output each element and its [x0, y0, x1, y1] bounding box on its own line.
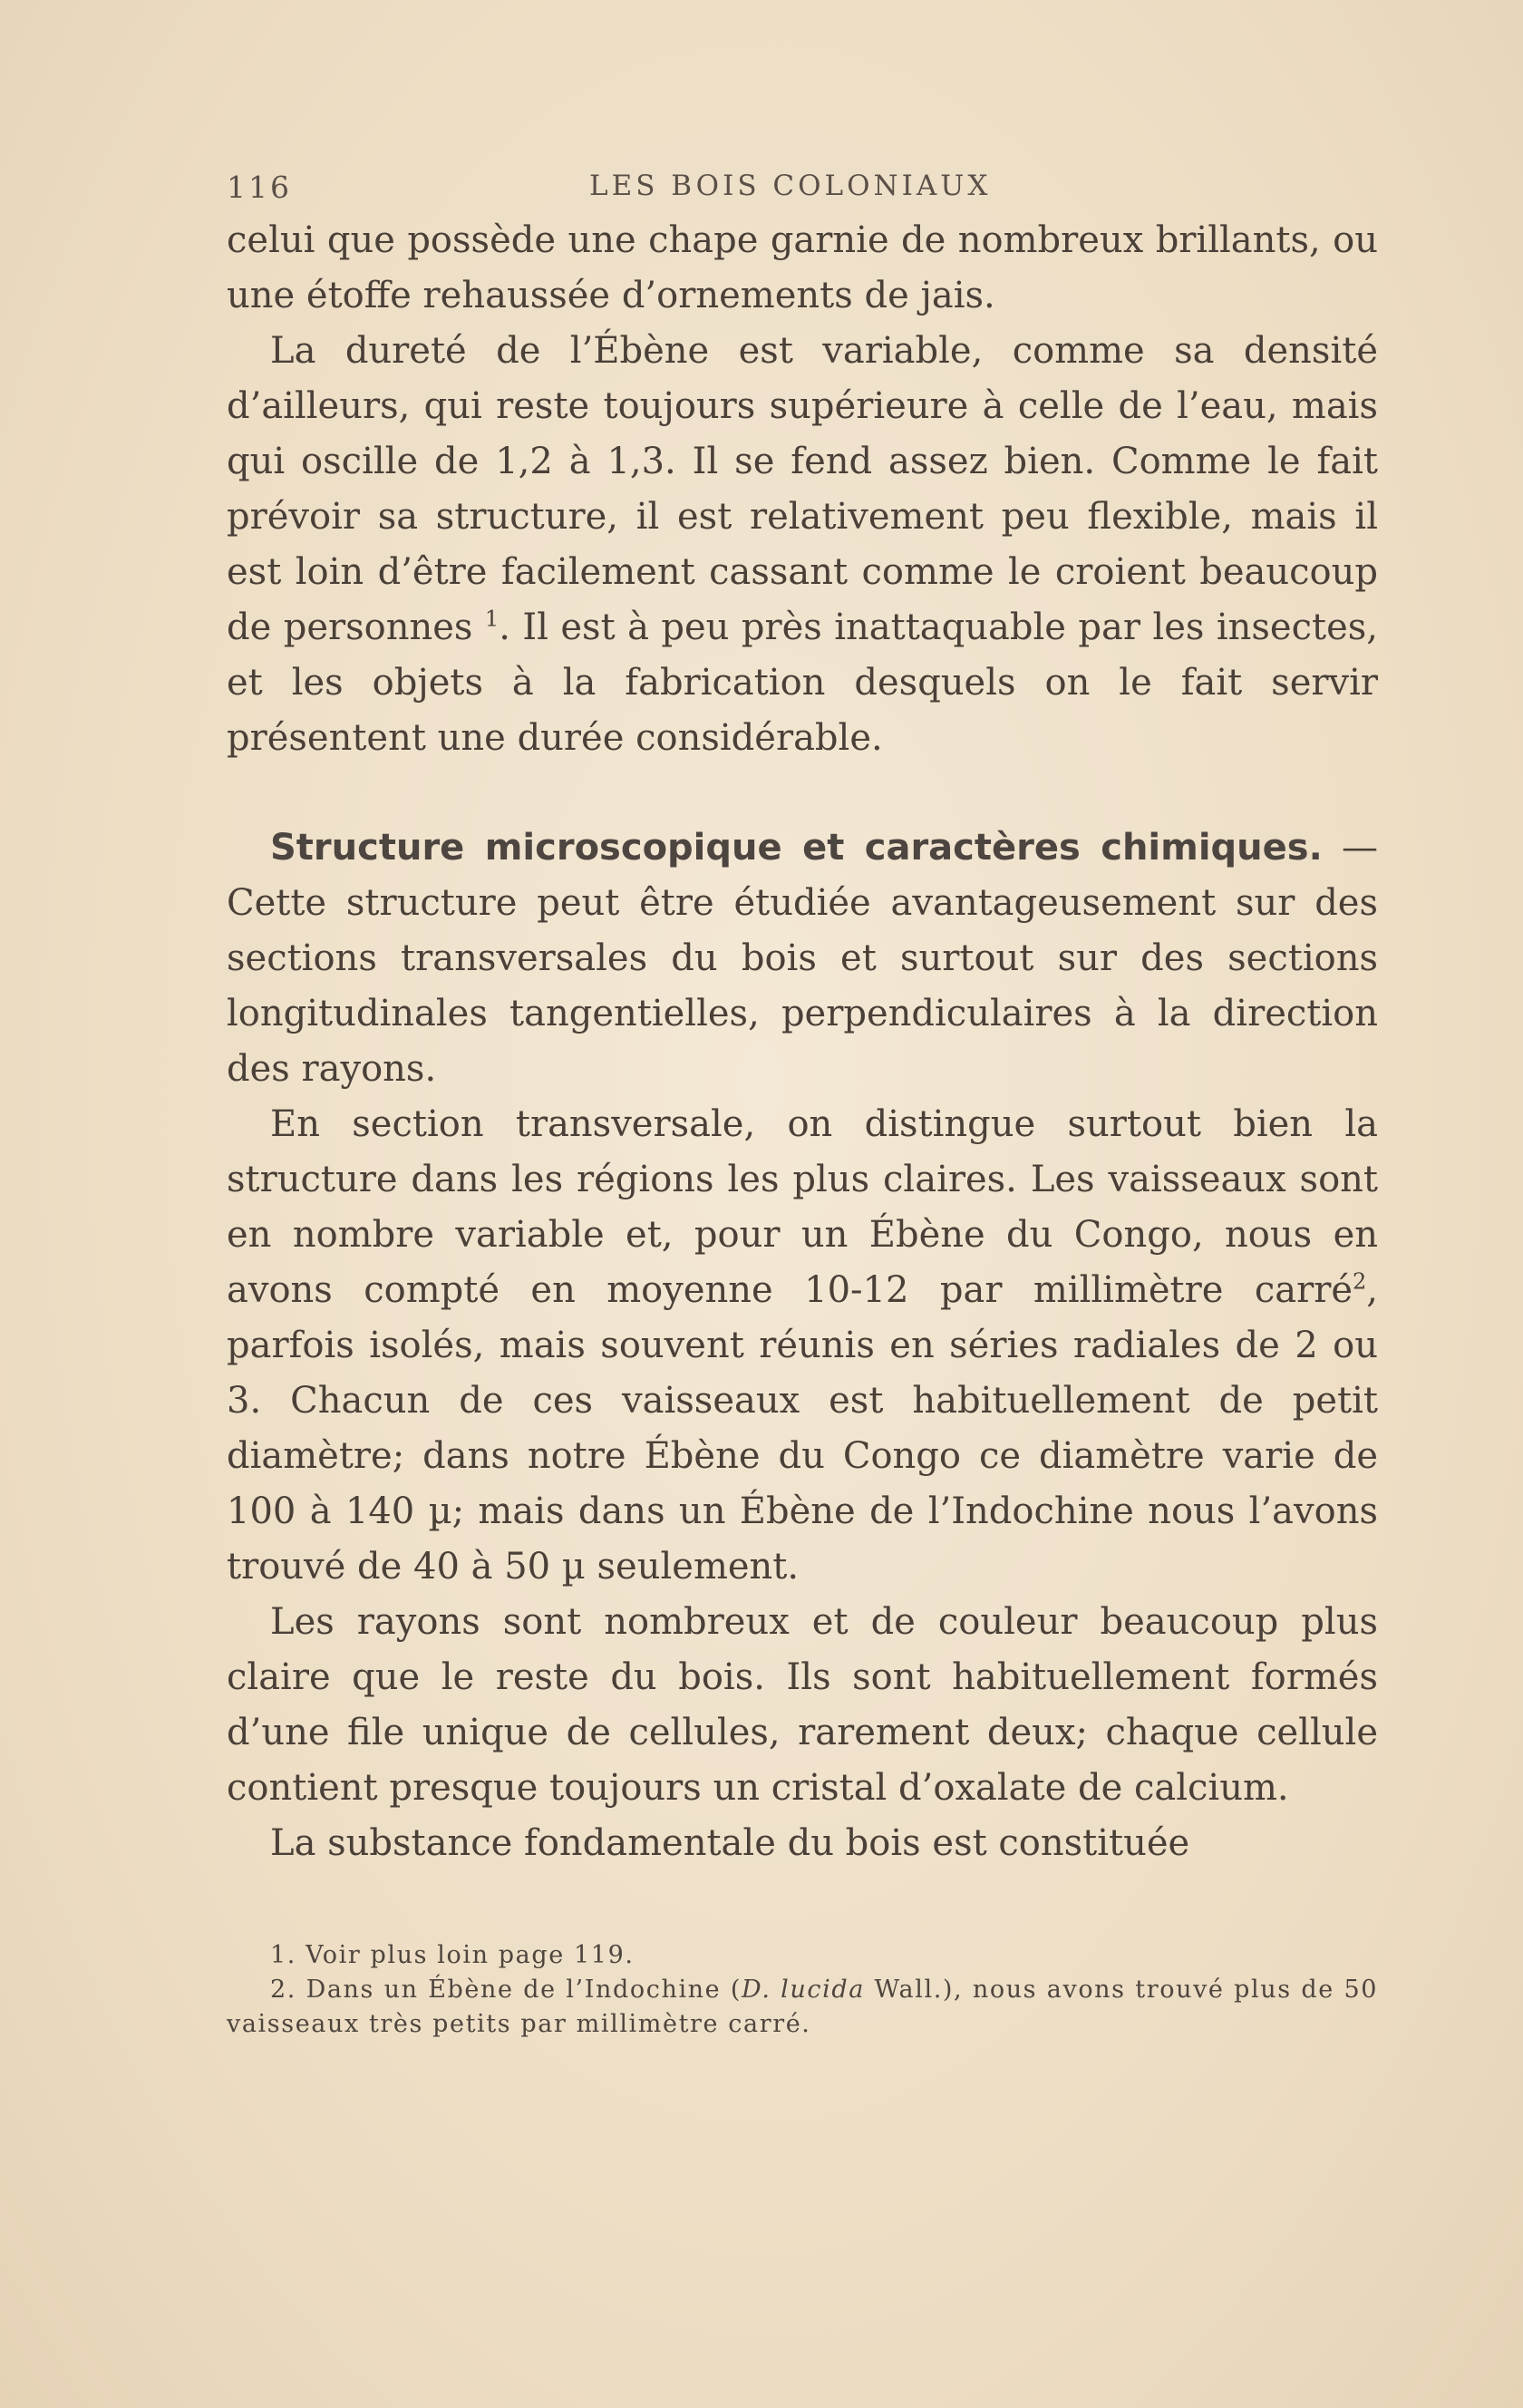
page-number: 116 [227, 170, 292, 205]
paragraph-3 [227, 820, 1378, 1097]
footnotes [227, 1938, 1378, 2042]
paragraph-3-text: — Cette structure peut être étudiée avantageusement sur des sections transversales du bois et surtout sur des sections longitudinales tangentielles, perpendiculaires à la direction des rayons. [227, 827, 1379, 1090]
footnote-2-part-b: Wall.), nous avons trouvé plus de 50 vaisseaux très petits par millimètre carré. [227, 1976, 1378, 2038]
footnote-2 [227, 1973, 1378, 2042]
paragraph-5: Les rayons sont nombreux et de couleur beaucoup plus claire que le reste du bois. Ils sont habituellement formés d’une file unique de cellules, rarement deux; chaque cellule contient presque toujours un cristal d’oxalate de calcium. [227, 1601, 1378, 1809]
footnote-ref-2[interactable]: 2 [1353, 1268, 1367, 1295]
section-heading: Structure microscopique et caractères chimiques. [270, 827, 1323, 869]
running-head [227, 159, 1378, 213]
paragraph-2-part-a: La dureté de l’Ébène est variable, comme sa densité d’ailleurs, qui reste toujours supérieure à celle de l’eau, mais qui oscille de 1,2 à 1,3. Il se fend assez bien. Comme le fait prévoir sa structure, il est relativement peu flexible, mais il est loin d’être facilement cassant comme le croient beaucoup de personnes [227, 330, 1378, 648]
footnote-ref-1[interactable]: 1 [484, 606, 500, 632]
book-page [227, 159, 1378, 2042]
running-title: LES BOIS COLONIAUX [589, 170, 992, 202]
paragraph-4 [227, 1097, 1378, 1595]
paragraph-4-part-a: En section transversale, on distingue surtout bien la structure dans les régions les plus claires. Les vaisseaux sont en nombre variable et, pour un Ébène du Congo, nous en avons compté en moyenne 10-12 par millimètre carré [227, 1103, 1378, 1311]
footnote-2-part-a: 2. Dans un Ébène de l’Indochine ( [270, 1976, 742, 2004]
body-text [227, 213, 1378, 1871]
paragraph-6: La substance fondamentale du bois est constituée [270, 1822, 1190, 1864]
paragraph-2-part-b: . Il est à peu près inattaquable par les insectes, et les objets à la fabrication desquels on le fait servir présentent une durée considérable. [227, 607, 1378, 759]
section-gap [227, 766, 1378, 820]
footnote-2-species: D. lucida [742, 1976, 865, 2004]
paragraph-4-part-b: , parfois isolés, mais souvent réunis en séries radiales de 2 ou 3. Chacun de ces vaisseaux est habituellement de petit diamètre; dans notre Ébène du Congo ce diamètre varie de 100 à 140 µ; mais dans un Ébène de l’Indochine nous l’avons trouvé de 40 à 50 µ seulement. [227, 1269, 1378, 1588]
paragraph-2 [227, 324, 1378, 766]
footnote-1: 1. Voir plus loin page 119. [270, 1941, 635, 1969]
paragraph-1: celui que possède une chape garnie de nombreux brillants, ou une étoffe rehaussée d’ornements de jais. [227, 219, 1378, 316]
